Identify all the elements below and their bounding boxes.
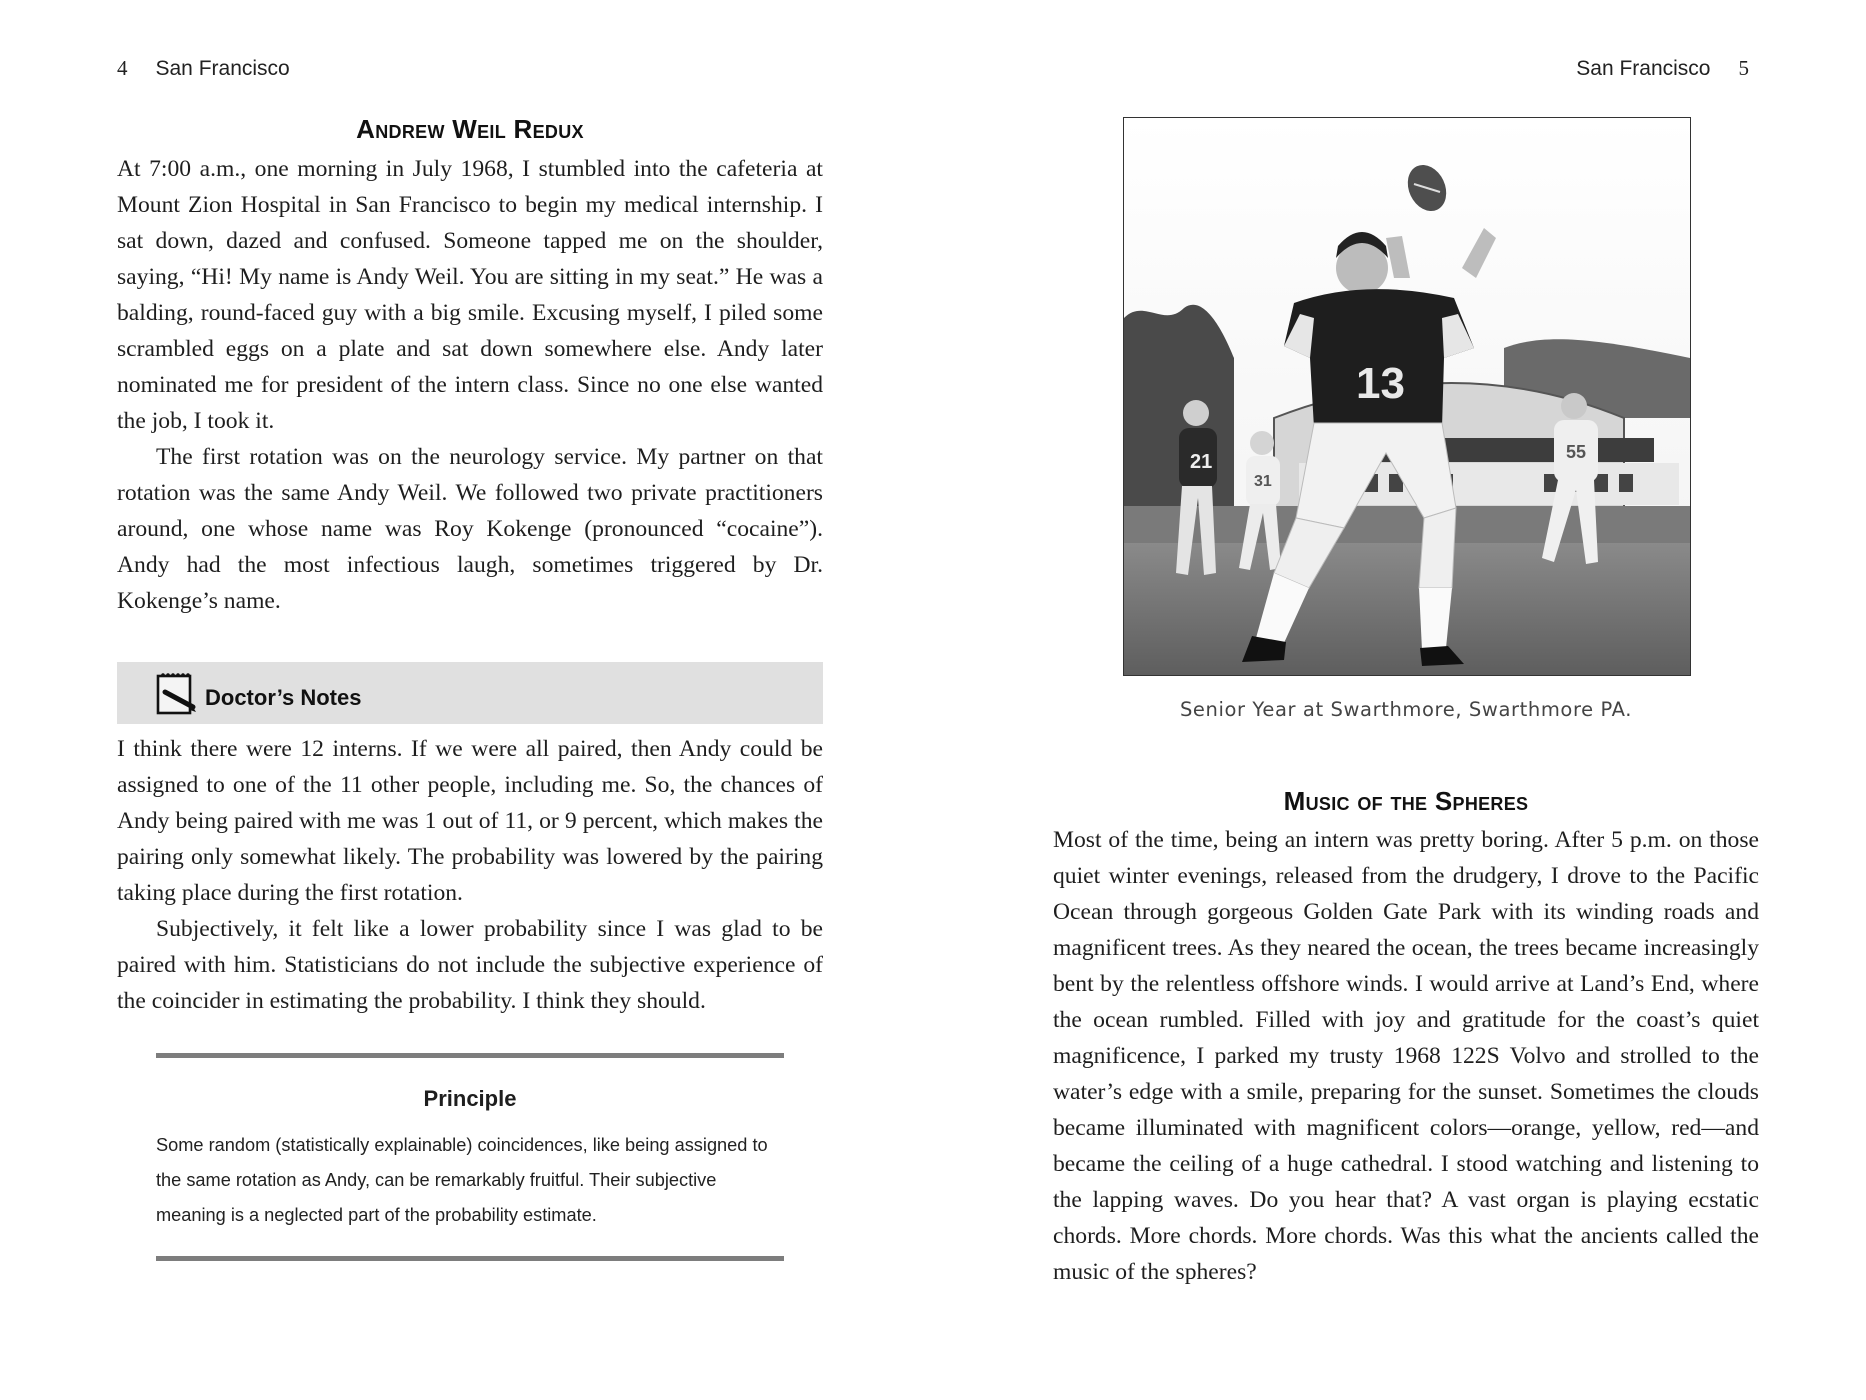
principle-box bbox=[156, 1053, 784, 1261]
principle-text: Some random (statistically explainable) coincidences, like being assigned to the same rotation as Andy, can be remarkably fruitful. Their subjective meaning is a neglected part of the probability estimate. bbox=[156, 1135, 768, 1225]
running-head-title: San Francisco bbox=[1576, 57, 1711, 80]
page-number: 5 bbox=[1738, 56, 1749, 80]
principle-title: Principle bbox=[423, 1086, 517, 1111]
paragraph: The first rotation was on the neurology service. My partner on that rotation was the same Andy Weil. We followed two private practitioners around, one whose name was Roy Kokenge (pronounced “cocaine”). Andy had the most infectious laugh, sometimes triggered by Dr. Kokenge’s name. bbox=[117, 444, 823, 614]
running-head-right bbox=[1576, 56, 1749, 81]
jersey-number: 13 bbox=[1356, 359, 1405, 408]
paragraph: I think there were 12 interns. If we were all paired, then Andy could be assigned to one of the 11 other people, including me. So, the chances of Andy being paired with me was 1 out of 11, or 9 percent, which makes the pairing only somewhat likely. The probability was lowered by the pairing taking place during the first rotation. bbox=[117, 736, 823, 906]
paragraph: At 7:00 a.m., one morning in July 1968, I stumbled into the cafeteria at Mount Zion Hospital in San Francisco to begin my medical internship. I sat down, dazed and confused. Someone tapped me on the shoulder, saying, “Hi! My name is Andy Weil. You are sitting in my seat.” He was a balding, round-faced guy with a big smile. Excusing myself, I piled some scrambled eggs on a plate and sat down somewhere else. Andy later nominated me for president of the intern class. Since no one else wanted the job, I took it. bbox=[117, 156, 823, 434]
doctors-notes-text bbox=[117, 731, 823, 1019]
body-text bbox=[117, 151, 823, 619]
paragraph: Most of the time, being an intern was pretty boring. After 5 p.m. on those quiet winter evenings, released from the drudgery, I drove to the Pacific Ocean through gorgeous Golden Gate Park with its winding roads and magnificent trees. As they neared the ocean, the trees became increasingly bent by the relentless offshore winds. I would arrive at Land’s End, where the ocean rumbled. Filled with joy and gratitude for the coast’s quiet magnificence, I parked my trusty 1968 122S Volvo and strolled to the water’s edge with a smile, preparing for the sunset. Sometimes the clouds became illuminated with magnificent colors—orange, yellow, red—and became the ceiling of a huge cathedral. I stood watching and listening to the lapping waves. Do you hear that? A vast organ is playing ecstatic chords. More chords. More chords. Was this what the ancients called the music of the spheres? bbox=[1053, 827, 1759, 1285]
section-title: Music of the Spheres bbox=[1283, 786, 1529, 816]
running-head-title: San Francisco bbox=[155, 57, 290, 80]
page-number: 4 bbox=[117, 56, 128, 80]
doctors-notes-header bbox=[117, 662, 823, 724]
section-title: Andrew Weil Redux bbox=[356, 114, 584, 144]
jersey-number: 55 bbox=[1566, 442, 1587, 462]
jersey-number: 31 bbox=[1254, 473, 1272, 490]
notepad-pen-icon bbox=[155, 670, 197, 716]
running-head-left bbox=[117, 56, 290, 81]
body-text bbox=[1053, 822, 1759, 1290]
doctors-notes-title: Doctor’s Notes bbox=[205, 685, 362, 710]
right-page bbox=[933, 0, 1866, 1400]
photo-illustration bbox=[1124, 118, 1690, 675]
photo-caption: Senior Year at Swarthmore, Swarthmore PA. bbox=[1179, 698, 1633, 721]
paragraph: Subjectively, it felt like a lower probability since I was glad to be paired with him. Statisticians do not include the subjective experience of the coincider in estimating the probability. I think they should. bbox=[117, 916, 823, 1014]
football-photo bbox=[1123, 117, 1691, 676]
jersey-number: 21 bbox=[1190, 451, 1213, 473]
